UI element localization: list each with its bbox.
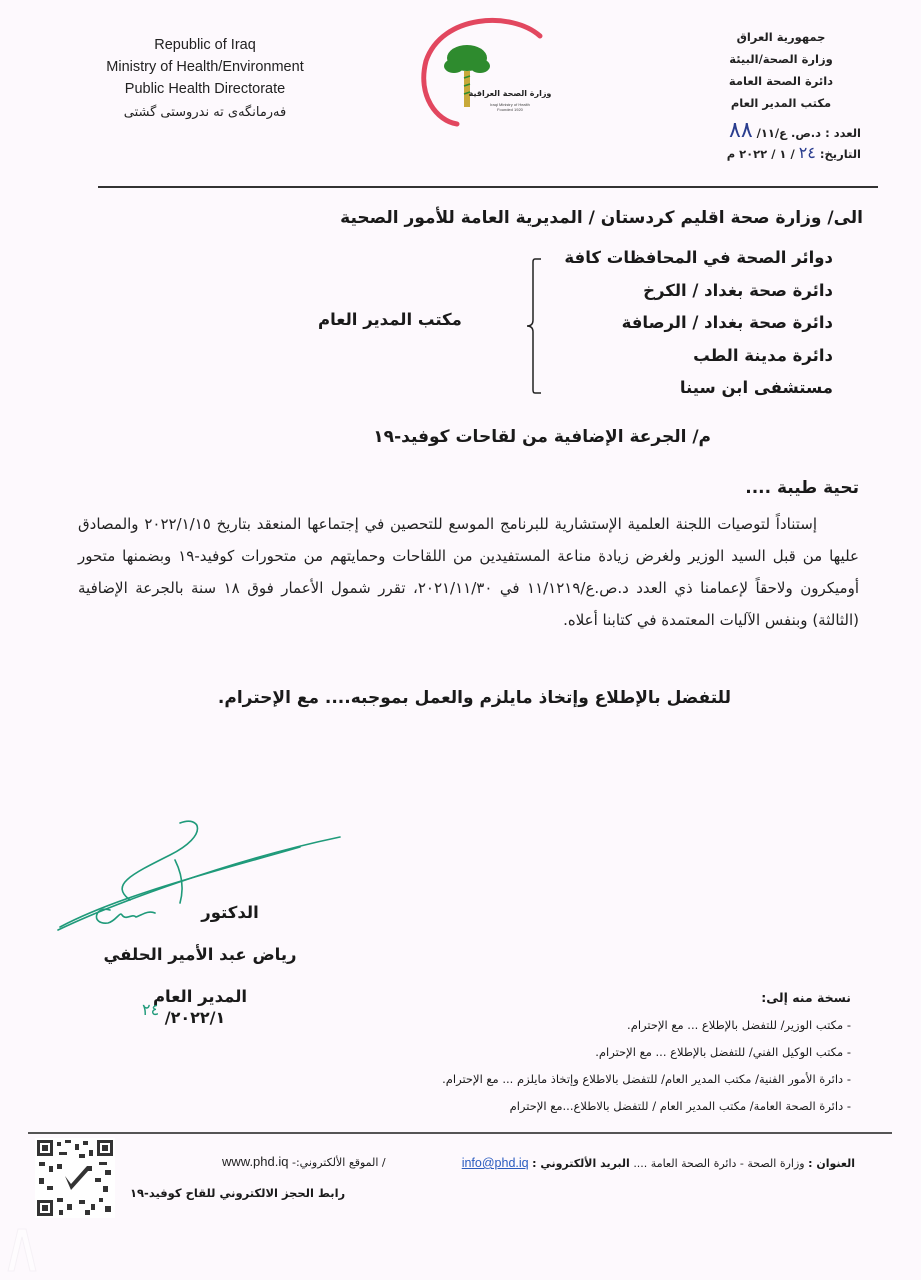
footer-website-label: / الموقع الألكتروني:-	[291, 1156, 386, 1169]
footer-website	[222, 1154, 386, 1169]
footer-address-label: العنوان :	[808, 1157, 855, 1170]
document-date	[641, 144, 861, 163]
signatory-name: رياض عبد الأمير الحلفي	[103, 945, 297, 964]
header-ar-ministry: وزارة الصحة/البيئة	[729, 52, 833, 66]
date-handwritten-day: ٢٤	[798, 143, 816, 162]
cc-item: - مكتب الوزير/ للتفضل بالإطلاع ... مع الإحترام.	[627, 1018, 851, 1032]
reference-label: العدد :	[825, 126, 861, 140]
recipient-item: مستشفى ابن سينا	[679, 378, 833, 397]
header-kurdish-directorate: فەرمانگەی تە ندروستی گشتی	[123, 105, 287, 120]
body-text: إستناداً لتوصيات اللجنة العلمية الإستشارية للبرنامج الموسع للتحصين في إجتماعها المنعقد بتاريخ ٢٠٢٢/١/١٥ والمصادق عليها من قبل السيد الوزير ولغرض زيادة مناعة المستفيدين من اللقاحات وحمايتهم من متحورات كوفيد-١٩ وبضمنها متحور أوميكرون ولاحقاً لإعمامنا ذي العدد د.ص.ع/١١/١٢١٩ في ٢٠٢١/١١/٣٠، تقرر شمول الأعمار فوق ١٨ سنة بالجرعة الإضافية (الثالثة) وبنفس الآليات المعتمدة في كتابنا أعلاه.	[78, 515, 860, 629]
cc-list	[311, 1012, 851, 1120]
bracket-label-dg-office: مكتب المدير العام	[318, 310, 462, 329]
closing-line: للتفضل بالإطلاع وإتخاذ مايلزم والعمل بموجبه.... مع الإحترام.	[217, 688, 731, 708]
reference-number	[641, 120, 861, 144]
footer-booking-link-label: رابط الحجز الالكتروني للقاح كوفيد-١٩	[130, 1186, 346, 1200]
recipient-item: دائرة صحة بغداد / الكرخ	[643, 280, 833, 300]
watermark-icon	[4, 1225, 40, 1273]
signatory-title: الدكتور	[201, 903, 259, 922]
cc-item: - دائرة الأمور الفنية/ مكتب المدير العام/ للتفضل بالاطلاع وإتخاذ مايلزم ... مع الإحترام.	[442, 1072, 851, 1086]
footer-divider	[28, 1132, 892, 1134]
body-paragraph	[78, 508, 859, 636]
cc-item: - دائرة الصحة العامة/ مكتب المدير العام / للتفضل بالاطلاع...مع الإحترام	[509, 1099, 851, 1113]
header-ar-office: مكتب المدير العام	[730, 96, 832, 110]
header-divider	[98, 186, 878, 188]
recipient-item: دوائر الصحة في المحافظات كافة	[564, 248, 833, 267]
footer-email-link[interactable]: info@phd.iq	[461, 1156, 529, 1170]
footer-email-label: البريد الألكتروني :	[532, 1157, 630, 1170]
signature-date-printed: ٢٠٢٢/١/	[164, 1008, 226, 1027]
ministry-logo	[412, 16, 552, 131]
header-arabic	[641, 26, 861, 163]
signature-date	[142, 1000, 226, 1027]
addressee-line: الى/ وزارة صحة اقليم كردستان / المديرية العامة للأمور الصحية	[340, 208, 863, 228]
header-en-ministry: Ministry of Health/Environment	[106, 59, 304, 75]
signature-date-handwritten: ٢٤	[142, 1000, 160, 1019]
logo-name-en: Iraqi Ministry of Health	[490, 102, 530, 107]
recipient-item: دائرة مدينة الطب	[693, 345, 833, 365]
greeting: تحية طيبة ....	[745, 478, 859, 498]
date-label: التاريخ:	[819, 147, 861, 161]
reference-printed: د.ص. ع/١١/	[756, 126, 822, 140]
header-en-directorate: Public Health Directorate	[124, 81, 286, 97]
curly-bracket-icon	[527, 258, 543, 394]
date-printed: / ١ / ٢٠٢٢ م	[726, 147, 795, 161]
header-en-republic: Republic of Iraq	[154, 37, 256, 53]
signatory-position: المدير العام	[152, 987, 248, 1006]
header-english	[80, 34, 330, 124]
footer-website-link[interactable]: www.phd.iq	[222, 1154, 289, 1169]
recipient-item: دائرة صحة بغداد / الرصافة	[621, 313, 833, 332]
subject-line: م/ الجرعة الإضافية من لقاحات كوفيد-١٩	[373, 427, 711, 447]
cc-item: - مكتب الوكيل الفني/ للتفضل بالإطلاع ... مع الإحترام.	[595, 1045, 851, 1059]
logo-name-ar: وزارة الصحة العراقية	[468, 89, 552, 98]
logo-founded: Founded 1920	[497, 107, 523, 112]
cc-title: نسخة منه إلى:	[761, 990, 851, 1005]
recipients-list	[503, 242, 833, 405]
header-ar-republic: جمهورية العراق	[736, 30, 826, 44]
footer-address	[462, 1156, 855, 1170]
header-ar-directorate: دائرة الصحة العامة	[728, 74, 834, 88]
qr-code-icon[interactable]	[35, 1138, 115, 1218]
reference-handwritten: ٨٨	[729, 118, 753, 143]
signature-block	[80, 892, 320, 1018]
footer-address-value: وزارة الصحة - دائرة الصحة العامة ....	[633, 1157, 805, 1170]
